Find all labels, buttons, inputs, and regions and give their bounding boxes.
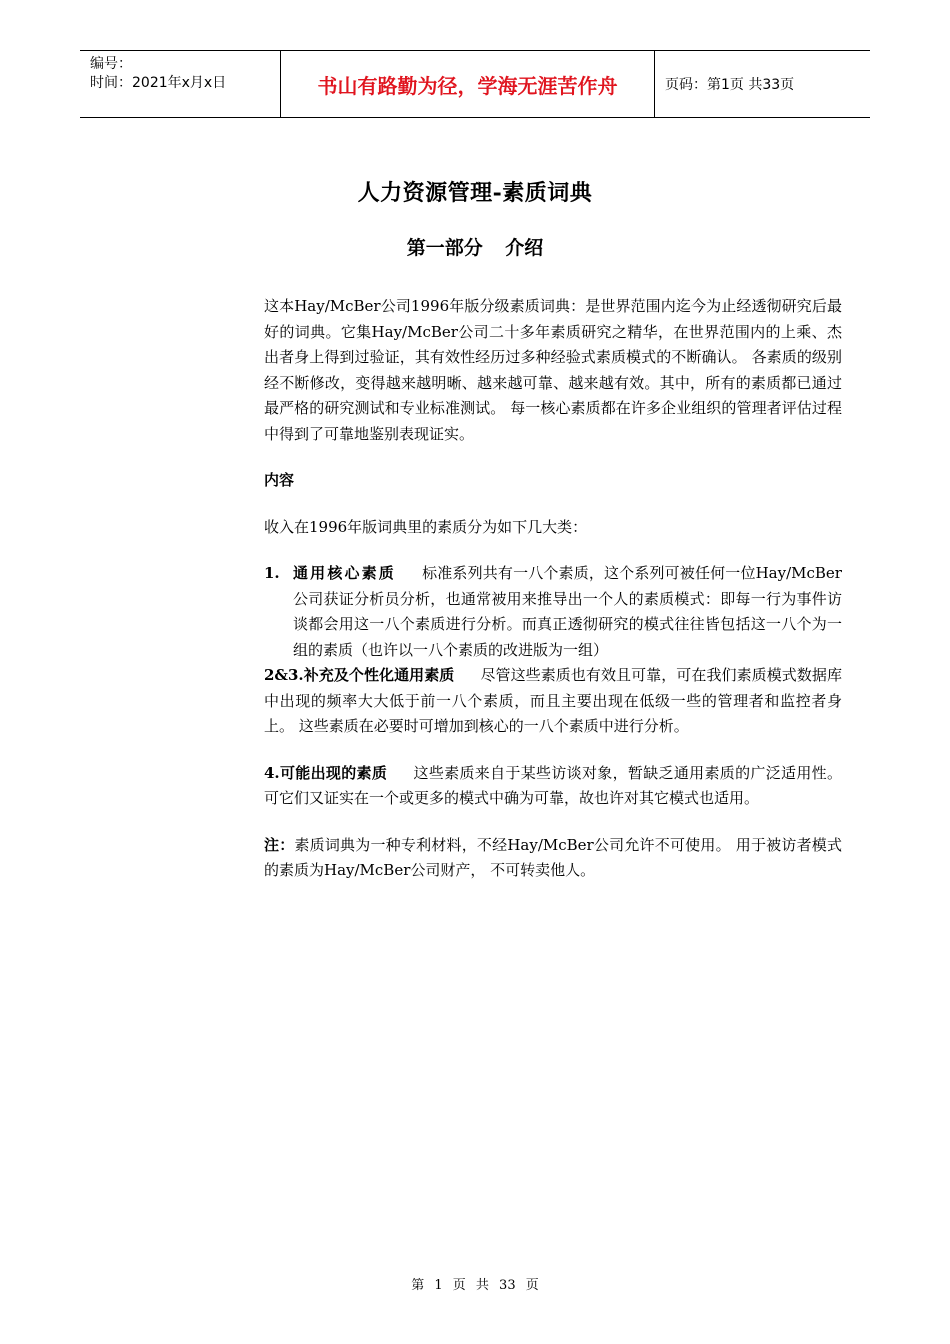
list-item-text: 标准系列共有一八个素质，这个系列可被任何一位Hay/McBer公司获证分析员分析，也通常被用来推导出一个人的素质模式：即每一行为事件访谈都会用这一八个素质进行分析。而真正透彻研究的模式往往皆包括这一八个为一组的素质（也许以一八个素质的改进版为一组） [293, 564, 842, 659]
list-item-text: 尽管这些素质也有效且可靠，可在我们素质模式数据库中出现的频率大大低于前一八个素质，而且主要出现在低级一些的管理者和监控者身上。 这些素质在必要时可增加到核心的一八个素质中进行分析。 [264, 666, 842, 735]
list-item-title: 通用核心素质 [293, 564, 396, 582]
list-item-core [264, 561, 842, 663]
header-table [80, 50, 870, 118]
document-title: 人力资源管理-素质词典 [357, 180, 593, 206]
note-label: 注： [264, 835, 295, 854]
list-item-text: 这些素质来自于某些访谈对象，暂缺乏通用素质的广泛适用性。可它们又证实在一个或更多的模式中确为可靠，故也许对其它模式也适用。 [264, 763, 842, 807]
list-item-number: 2&3. [264, 666, 304, 684]
contents-intro: 收入在1996年版词典里的素质分为如下几大类： [264, 517, 588, 536]
list-item-number: 4. [264, 763, 280, 782]
page-footer: 第 1 页 共 33 页 [411, 1278, 539, 1293]
list-item-possible [264, 761, 842, 812]
header-meta-cell [80, 51, 281, 117]
document-time-label: 时间：2021年x月x日 [90, 75, 227, 91]
note-paragraph [264, 833, 842, 884]
section-title: 第一部分 介绍 [406, 237, 544, 259]
list-item-number: 1. [264, 564, 280, 582]
header-page-code: 页码：第1页 共33页 [665, 77, 795, 93]
header-slogan: 书山有路勤为径，学海无涯苦作舟 [281, 51, 655, 117]
note-text: 素质词典为一种专利材料，不经Hay/McBer公司允许不可使用。 用于被访者模式的素质为Hay/McBer公司财产， 不可转卖他人。 [264, 835, 842, 879]
list-item-title: 可能出现的素质 [279, 763, 388, 782]
document-number-label: 编号： [90, 56, 132, 72]
document-body [264, 294, 842, 884]
list-item-supplementary [264, 663, 842, 740]
list-item-title: 补充及个性化通用素质 [303, 666, 455, 684]
intro-paragraph: 这本Hay/McBer公司1996年版分级素质词典：是世界范围内迄今为止经透彻研究后最好的词典。它集Hay/McBer公司二十多年素质研究之精华，在世界范围内的上乘、杰出者身上得到过验证，其有效性经历过多种经验式素质模式的不断确认。 各素质的级别经不断修改，变得越来越明晰、越来越可靠、越来越有效。其中，所有的素质都已通过最严格的研究测试和专业标准测试。 每一核心素质都在许多企业组织的管理者评估过程中得到了可靠地鉴别表现证实。 [264, 297, 842, 443]
contents-heading: 内容 [264, 471, 295, 489]
